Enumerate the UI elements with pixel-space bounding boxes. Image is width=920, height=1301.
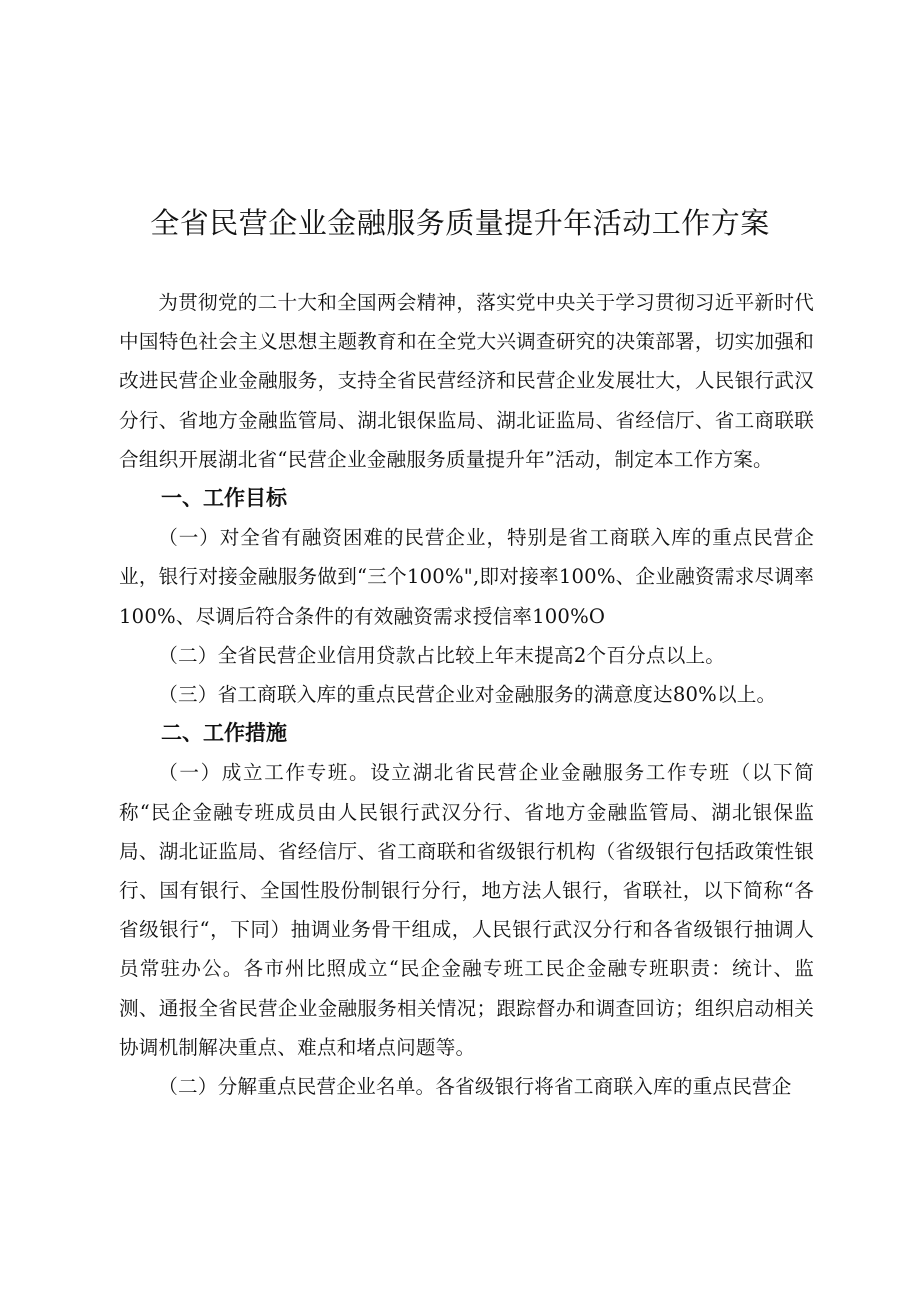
goal-item-1: （一）对全省有融资困难的民营企业，特别是省工商联入库的重点民营企业，银行对接金融服务做到“三个100%",即对接率100%、企业融资需求尽调率100%、尽调后符合条件的有效融资需求授信率100%O xyxy=(119,526,814,628)
document-body xyxy=(119,283,814,1106)
intro-paragraph: 为贯彻党的二十大和全国两会精神，落实党中央关于学习贯彻习近平新时代中国特色社会主义思想主题教育和在全党大兴调查研究的决策部署，切实加强和改进民营企业金融服务，支持全省民营经济和民营企业发展壮大，人民银行武汉分行、省地方金融监管局、湖北银保监局、湖北证监局、省经信厅、省工商联联合组织开展湖北省“民营企业金融服务质量提升年”活动，制定本工作方案。 xyxy=(119,291,814,471)
measure-item-1: （一）成立工作专班。设立湖北省民营企业金融服务工作专班（以下简称“民企金融专班成员由人民银行武汉分行、省地方金融监管局、湖北银保监局、湖北证监局、省经信厅、省工商联和省级银行机构（省级银行包括政策性银行、国有银行、全国性股份制银行分行，地方法人银行，省联社，以下简称“各省级银行“，下同）抽调业务骨干组成，人民银行武汉分行和各省级银行抽调人员常驻办公。各市州比照成立“民企金融专班工民企金融专班职责：统计、监测、通报全省民营企业金融服务相关情况；跟踪督办和调查回访；组织启动相关协调机制解决重点、难点和堵点问题等。 xyxy=(119,761,814,1059)
measure-item-2: （二）分解重点民营企业名单。各省级银行将省工商联入库的重点民营企 xyxy=(158,1075,792,1099)
section-heading-measures: 二、工作措施 xyxy=(161,721,287,746)
goal-item-2: （二）全省民营企业信用贷款占比较上年末提高2个百分点以上。 xyxy=(158,643,726,667)
document-title: 全省民营企业金融服务质量提升年活动工作方案 xyxy=(150,206,770,240)
section-heading-goals: 一、工作目标 xyxy=(161,486,287,511)
goal-item-3: （三）省工商联入库的重点民营企业对金融服务的满意度达80%以上。 xyxy=(158,683,777,707)
